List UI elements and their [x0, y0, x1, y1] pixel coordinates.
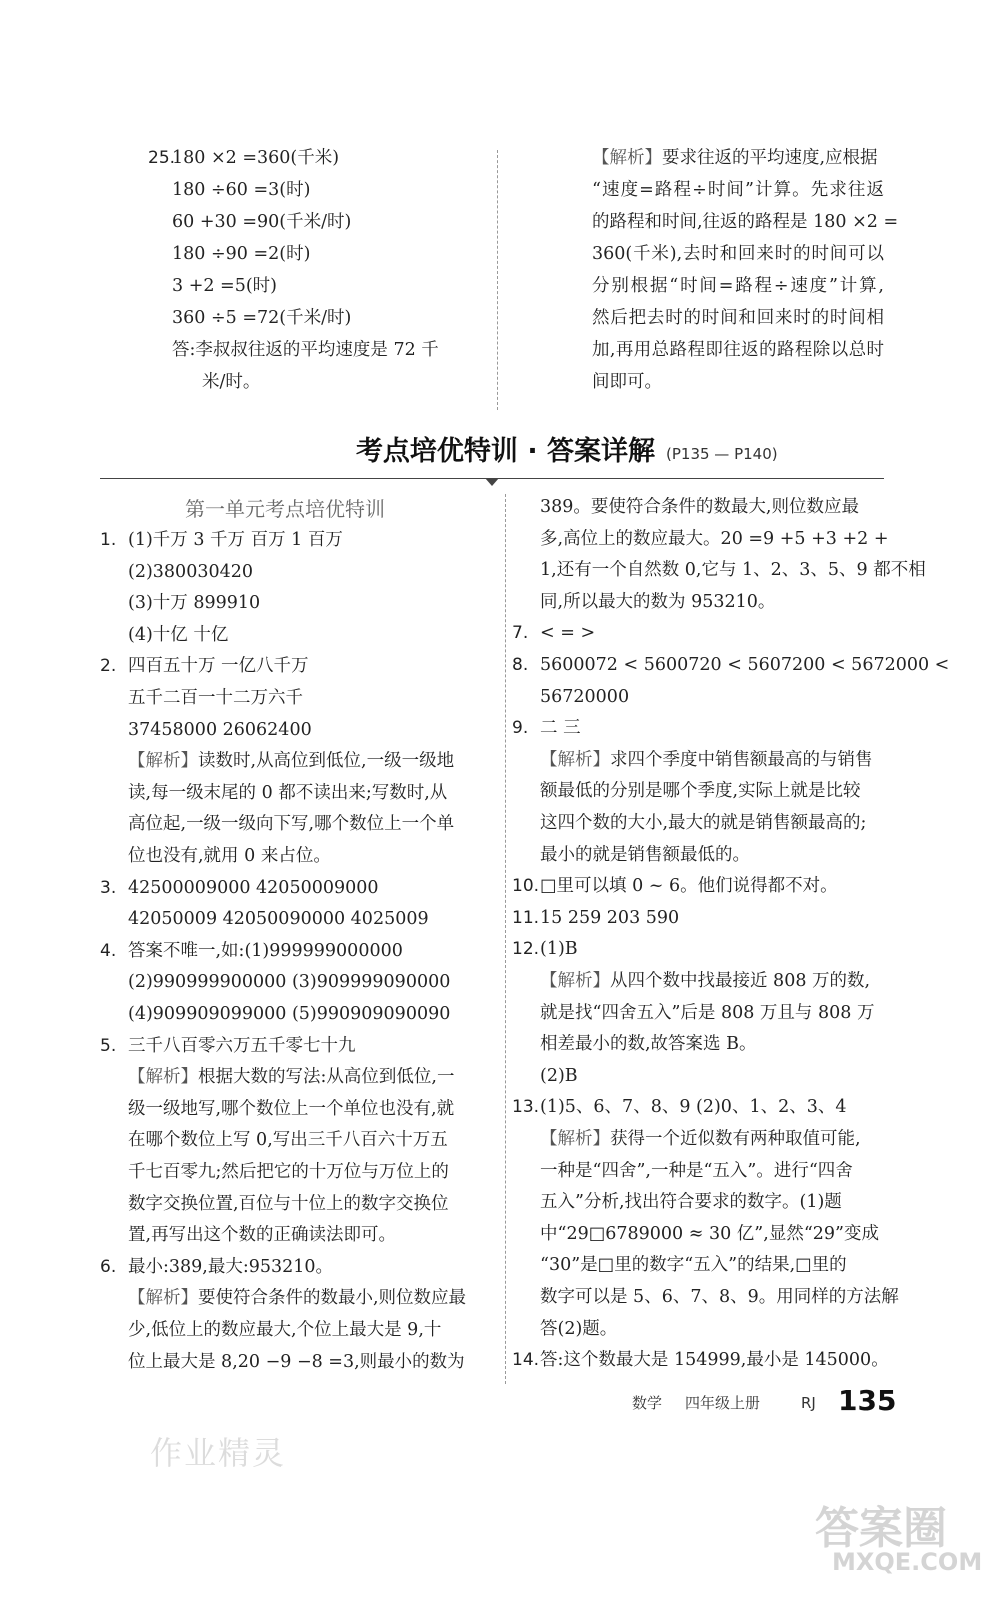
answer-text: (1)B: [540, 939, 578, 960]
q25-analysis-line-4: 360(千米),去时和回来时的时间可以: [592, 244, 884, 264]
answer-text: 多,高位上的数应最大。20 =9 +5 +3 +2 +: [540, 528, 889, 549]
question-number: 2.: [100, 656, 117, 677]
answer-text: (2)380030420: [128, 561, 253, 582]
section-pages: (P135 — P140): [666, 445, 778, 463]
q25-step-5: 3 +2 =5(时): [172, 276, 278, 296]
answer-text: 数字可以是 5、6、7、8、9。用同样的方法解: [540, 1287, 899, 1307]
answer-text: (1)5、6、7、8、9 (2)0、1、2、3、4: [540, 1097, 847, 1118]
q25-analysis-line-7: 加,再用总路程即往返的路程除以总时: [592, 340, 884, 360]
answer-text: 一种是“四舍”,一种是“五入”。进行“四舍: [540, 1160, 853, 1181]
answer-line: [128, 1282, 466, 1314]
question-number: 1.: [100, 530, 117, 550]
answer-line: [128, 1188, 449, 1220]
answer-line: [540, 1313, 617, 1345]
answer-line: [128, 1124, 448, 1156]
answer-line: [128, 1061, 454, 1093]
answer-text: 从四个数中找最接近 808 万的数,: [610, 971, 871, 991]
answer-text: (4)十亿 十亿: [128, 624, 229, 645]
answer-text: (1)千万 3 千万 百万 1 百万: [128, 530, 343, 550]
answer-text: 37458000 26062400: [128, 719, 312, 740]
answer-line: [540, 902, 679, 934]
q25-analysis-text-1: 要求往返的平均速度,应根据: [662, 148, 878, 168]
answer-text: 读,每一级末尾的 0 都不读出来;写数时,从: [128, 782, 448, 803]
answer-text: 5600072 < 5600720 < 5607200 < 5672000 <: [540, 655, 950, 675]
footer-subject: 数学: [632, 1394, 663, 1412]
answer-line: [540, 523, 889, 555]
answer-line: [540, 1218, 879, 1250]
answer-line: [128, 1251, 333, 1283]
section-rule-notch: [485, 478, 499, 486]
answer-line: [128, 1346, 465, 1378]
answer-text: 置,再写出这个数的正确读法即可。: [128, 1225, 397, 1246]
answer-line: [128, 935, 403, 967]
answer-text: 56720000: [540, 686, 630, 707]
answer-line: [540, 1123, 861, 1155]
answer-text: “30”是□里的数字“五入”的结果,□里的: [540, 1255, 847, 1276]
answer-text: 15 259 203 590: [540, 907, 680, 928]
q25-analysis-line-2: “速度=路程÷时间”计算。先求往返: [592, 180, 884, 200]
answer-text: (2)B: [540, 1065, 578, 1086]
answer-line: [540, 997, 874, 1029]
q25-number: 25.: [148, 148, 176, 168]
answer-line: [128, 1219, 396, 1251]
answer-text: 位上最大是 8,20 −9 −8 =3,则最小的数为: [128, 1351, 465, 1372]
question-number: 3.: [100, 877, 117, 898]
answer-text: 389。要使符合条件的数最大,则位数应最: [540, 497, 859, 517]
answer-text: 最小的就是销售额最低的。: [540, 844, 750, 865]
answer-line: [128, 556, 253, 588]
answer-text: 二 三: [540, 718, 581, 739]
answer-text: 级一级地写,哪个数位上一个单位也没有,就: [128, 1098, 455, 1119]
answer-text: 答(2)题。: [540, 1318, 618, 1339]
answer-text: 42500009000 42050009000: [128, 877, 379, 898]
answer-text: 读数时,从高位到低位,一级一级地: [198, 751, 455, 772]
answer-line: [128, 587, 260, 619]
analysis-tag: 【解析】: [540, 1129, 610, 1149]
analysis-tag: 【解析】: [540, 971, 610, 991]
section-title: 考点培优特训 · 答案详解: [355, 436, 655, 467]
answer-text: 这四个数的大小,最大的就是销售额最高的;: [540, 813, 867, 833]
answer-line: [128, 650, 309, 682]
answer-line: [540, 839, 750, 871]
answer-text: 三千八百零六万五千零七十九: [128, 1035, 356, 1056]
answer-text: 答:这个数最大是 154999,最小是 145000。: [540, 1350, 889, 1371]
answer-line: [540, 1281, 899, 1313]
answer-line: [128, 872, 379, 904]
answer-line: [128, 1093, 454, 1125]
column-divider-top: [497, 150, 498, 410]
answer-line: [128, 682, 303, 714]
answer-line: [540, 491, 859, 523]
answer-line: [540, 1060, 578, 1092]
q25-analysis-line-3: 的路程和时间,往返的路程是 180 ×2 =: [592, 212, 899, 232]
answer-text: 数字交换位置,百位与十位上的数字交换位: [128, 1193, 449, 1214]
analysis-tag: 【解析】: [128, 751, 198, 772]
answer-text: 少,低位上的数应最大,个位上最大是 9,十: [128, 1320, 442, 1340]
question-number: 8.: [512, 655, 529, 675]
column-divider-main: [505, 494, 506, 1384]
answer-line: [540, 712, 581, 744]
q25-answer-line-1: 答:李叔叔往返的平均速度是 72 千: [172, 340, 439, 360]
answer-line: [128, 524, 343, 556]
answer-line: [128, 966, 450, 998]
stamp-watermark: 作业精灵: [150, 1434, 287, 1472]
answer-text: < = >: [540, 623, 596, 644]
answer-line: [540, 807, 866, 839]
answer-text: 五入”分析,找出符合要求的数字。(1)题: [540, 1192, 842, 1213]
answer-text: 四百五十万 一亿八千万: [128, 656, 309, 677]
q25-step-1: 180 ×2 =360(千米): [172, 148, 340, 168]
question-number: 14.: [512, 1350, 540, 1371]
answer-line: [540, 1155, 853, 1187]
answer-line: [540, 649, 950, 681]
question-number: 10.: [512, 876, 540, 897]
question-number: 9.: [512, 718, 529, 739]
question-number: 5.: [100, 1035, 117, 1056]
answer-text: □里可以填 0 ~ 6。他们说得都不对。: [540, 876, 838, 897]
answer-text: 在哪个数位上写 0,写出三千八百六十万五: [128, 1130, 448, 1151]
footer-page-number: 135: [838, 1384, 897, 1417]
answer-text: 要使符合条件的数最小,则位数应最: [198, 1288, 467, 1309]
answer-text: 获得一个近似数有两种取值可能,: [610, 1129, 861, 1149]
q25-analysis-tag: 【解析】: [592, 148, 662, 168]
question-number: 13.: [512, 1097, 540, 1118]
answer-text: 根据大数的写法:从高位到低位,一: [198, 1067, 455, 1088]
q25-step-4: 180 ÷90 =2(时): [172, 244, 311, 264]
unit-title: 第一单元考点培优特训: [185, 497, 385, 521]
answer-text: 答案不唯一,如:(1)999999000000: [128, 940, 403, 961]
answer-line: [128, 714, 312, 746]
footer-grade: 四年级上册: [685, 1394, 761, 1412]
answer-text: 就是找“四舍五入”后是 808 万且与 808 万: [540, 1002, 875, 1023]
answer-line: [540, 933, 578, 965]
analysis-tag: 【解析】: [128, 1288, 198, 1309]
answer-text: 相差最小的数,故答案选 B。: [540, 1034, 757, 1055]
question-number: 12.: [512, 939, 540, 960]
answer-text: 1,还有一个自然数 0,它与 1、2、3、5、9 都不相: [540, 560, 926, 581]
answer-line: [128, 840, 331, 872]
answer-text: (3)十万 899910: [128, 593, 261, 614]
question-number: 6.: [100, 1256, 117, 1277]
answer-line: [540, 1091, 846, 1123]
answer-line: [128, 903, 429, 935]
answer-line: [540, 775, 861, 807]
site-watermark: MXQE.COM: [832, 1548, 983, 1576]
answer-text: 最小:389,最大:953210。: [128, 1256, 334, 1277]
answer-line: [128, 745, 454, 777]
answer-text: 千七百零九;然后把它的十万位与万位上的: [128, 1162, 449, 1182]
q25-analysis-line-5: 分别根据“时间=路程÷速度”计算,: [592, 276, 884, 296]
answer-line: [540, 1249, 847, 1281]
answer-line: [540, 870, 838, 902]
answer-line: [540, 1186, 842, 1218]
answer-text: 同,所以最大的数为 953210。: [540, 591, 776, 612]
answer-line: [540, 744, 873, 776]
q25-step-3: 60 +30 =90(千米/时): [172, 212, 352, 232]
answer-text: 求四个季度中销售额最高的与销售: [610, 749, 873, 770]
answer-text: (2)990999900000 (3)909999090000: [128, 972, 451, 993]
q25-analysis-line-1: [592, 142, 884, 174]
answer-text: 高位起,一级一级向下写,哪个数位上一个单: [128, 814, 455, 835]
answer-line: [540, 554, 926, 586]
answer-text: 额最低的分别是哪个季度,实际上就是比较: [540, 781, 861, 802]
analysis-tag: 【解析】: [540, 749, 610, 770]
q25-step-2: 180 ÷60 =3(时): [172, 180, 311, 200]
answer-text: 42050009 42050090000 4025009: [128, 909, 429, 930]
answer-line: [540, 965, 870, 997]
answer-line: [128, 619, 228, 651]
answer-line: [128, 1314, 441, 1346]
answer-logo-watermark: 答案圈: [815, 1503, 947, 1554]
question-number: 11.: [512, 907, 540, 928]
answer-line: [128, 998, 450, 1030]
answer-line: [128, 1030, 356, 1062]
answer-text: 位也没有,就用 0 来占位。: [128, 846, 331, 866]
q25-analysis-line-6: 然后把去时的时间和回来时的时间相: [592, 308, 884, 328]
answer-line: [128, 1156, 449, 1188]
answer-line: [540, 1344, 889, 1376]
answer-text: (4)909909099000 (5)990909090090: [128, 1004, 451, 1024]
answer-line: [540, 586, 775, 618]
question-number: 7.: [512, 623, 529, 644]
q25-step-6: 360 ÷5 =72(千米/时): [172, 308, 352, 328]
answer-text: 中“29□6789000 ≈ 30 亿”,显然“29”变成: [540, 1223, 879, 1244]
answer-line: [128, 808, 454, 840]
q25-answer-line-2: 米/时。: [202, 372, 261, 392]
answer-line: [540, 617, 595, 649]
q25-analysis-line-8: 间即可。: [592, 372, 662, 392]
question-number: 4.: [100, 940, 117, 961]
analysis-tag: 【解析】: [128, 1067, 198, 1088]
answer-line: [128, 777, 447, 809]
answer-line: [540, 1028, 757, 1060]
footer-edition: RJ: [801, 1394, 816, 1412]
answer-line: [540, 681, 629, 713]
answer-text: 五千二百一十二万六千: [128, 688, 303, 708]
